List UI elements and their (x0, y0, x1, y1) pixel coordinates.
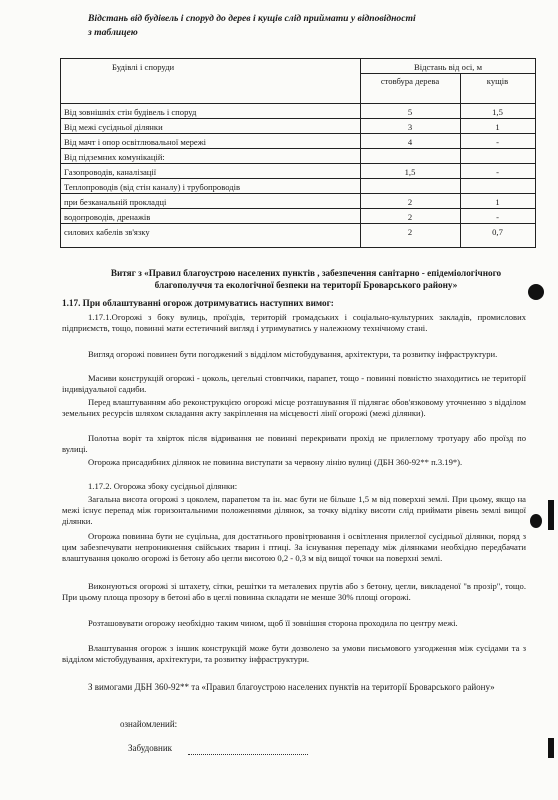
table-cell-shrubs: - (496, 212, 499, 222)
punch-hole-mark (528, 284, 544, 300)
table-subheader-shrubs: кущів (486, 76, 509, 86)
paragraph: Огорожа присадибних ділянок не повинна виступати за червону лінію вулиці (ДБН 360-92** п.3.19*). (88, 457, 463, 467)
scan-mark (548, 738, 554, 758)
table-header-distance: Відстань від осі, м (413, 62, 483, 72)
extract-heading-line-2: благополуччя та екологічної безпеки на території Броварського району» (154, 279, 458, 290)
signature-line (188, 754, 308, 755)
table-header-buildings: Будівлі і споруди (112, 62, 175, 72)
subsection-heading: 1.17.2. Огорожа збоку сусідньої ділянки: (88, 481, 238, 491)
table-cell-trees: 2 (407, 227, 413, 237)
extract-heading (86, 268, 526, 291)
table-border (60, 208, 536, 209)
extract-heading-line-1: Витяг з «Правил благоустрою населених пунктів , забезпечення санітарно - епідеміологічного (110, 268, 502, 278)
table-border (60, 58, 61, 248)
table-border (360, 73, 536, 74)
table-cell-shrubs: 1 (495, 122, 500, 132)
table-border (60, 163, 536, 164)
paragraph: 1.17.1.Огорожі з боку вулиць, проїздів, територій громадських і соціально-культурних закладів, промислових підприємств, тощо, повинні мати естетичний вигляд і утримуватись у належному технічному стані. (62, 312, 526, 334)
table-border (60, 133, 536, 134)
table-cell-shrubs: 1,5 (492, 107, 503, 117)
title-line-2: з таблицею (88, 27, 138, 38)
scan-mark (548, 500, 554, 530)
paragraph: Масиви конструкцій огорожі - цоколь, цегельні стовпчики, парапет, тощо - повинні повністю знаходитись не території індивідуальної садиби. (62, 373, 526, 395)
table-row-label: Теплопроводів (від стін каналу) і трубопроводів (64, 182, 241, 192)
table-border (60, 178, 536, 179)
requirements-statement: З вимогами ДБН 360-92** та «Правил благоустрою населених пунктів на території Броварського району» (88, 682, 495, 692)
table-cell-trees: 2 (407, 197, 413, 207)
table-row-label: Від межі сусідньої ділянки (64, 122, 163, 132)
page-title (88, 12, 508, 40)
table-cell-shrubs: 1 (495, 197, 500, 207)
table-row-label: Від зовнішніх стін будівель і споруд (64, 107, 197, 117)
table-row-label: Газопроводів, каналізації (64, 167, 157, 177)
table-border (60, 193, 536, 194)
table-cell-trees: 5 (407, 107, 413, 117)
table-row-label: силових кабелів зв'язку (64, 227, 150, 237)
punch-hole-mark (530, 514, 542, 528)
table-border-bottom (60, 247, 536, 248)
table-row-label: при безканальній прокладці (64, 197, 167, 207)
table-cell-shrubs: 0,7 (492, 227, 503, 237)
table-row-label: Від мачт і опор освітлювальної мережі (64, 137, 207, 147)
table-border (60, 148, 536, 149)
table-cell-shrubs: - (496, 167, 499, 177)
paragraph: Перед влаштуванням або реконструкцією огорожі місце розташування її підлягає обов'язковому уточненню з відділом земельних ресурсів шляхом складання акту закріплення на місцевості лінії огорожі (межі ділянки). (62, 397, 526, 419)
acquainted-label: ознайомлений: (120, 719, 178, 729)
paragraph: Виконуються огорожі зі штахету, сітки, решітки та металевих прутів або з бетону, цегли, викладеної "в прозір", тощо. При цьому площа прозору в бетоні або в цеглі повинна складати не менше 30% площі огорожі. (62, 581, 526, 603)
table-border-top (60, 58, 536, 59)
paragraph: Полотна воріт та хвірток піcля відривання не повинні перекривати прохід не прилеглому тротуару або проїзд по вулиці. (62, 433, 526, 455)
table-subheader-trees: стовбура дерева (380, 76, 440, 86)
title-line-1: Відстань від будівель і споруд до дерев і кущів слід приймати у відповідності (88, 13, 416, 24)
table-row-label: Від підземних комунікацій: (64, 152, 165, 162)
table-border (60, 223, 536, 224)
paragraph: Вигляд огорожі повинен бути погоджений з відділом містобудування, архітектури, та розвитку інфраструктури. (88, 349, 498, 359)
table-cell-trees: 4 (407, 137, 413, 147)
section-heading: 1.17. При облаштуванні огорож дотримуватись наступних вимог: (62, 298, 334, 308)
paragraph: Огорожа повинна бути не суцільна, для достатнього провітрювання і освітлення прилеглої сусідньої ділянки, поряд з цим забезпечувати непроникнення свійських тварин і птиці. За існування перепаду між ділянками необхідно передбачати влаштування цоколю огорожі із бетону або цегли висотою 0,2 - 0,3 м від вищої точки на поверхні землі. (62, 531, 526, 564)
developer-label: Забудовник (128, 743, 173, 753)
table-cell-trees: 3 (407, 122, 413, 132)
paragraph: Загальна висота огорожі з цоколем, парапетом та ін. має бути не більше 1,5 м від поверхні землі. При цьому, якщо на межі існує перепад між горизонтальними положеннями ділянок, за точку відліку висоти слід приймати рівень землі вищої ділянки. (62, 494, 526, 527)
table-border (60, 118, 536, 119)
table-cell-trees: 2 (407, 212, 413, 222)
table-border (60, 103, 536, 104)
paragraph: Влаштування огорож з іншик конструкцій може бути дозволено за умови письмового узгодження між сусідами та з відділом містобудування, архітектури, та розвитку інфраструктури. (62, 643, 526, 665)
table-row-label: водопроводів, дренажів (64, 212, 151, 222)
table-cell-trees: 1,5 (404, 167, 416, 177)
paragraph: Розташовувати огорожу необхідно таким чином, щоб її зовнішня сторона проходила по центру межі. (88, 618, 458, 628)
table-border (535, 58, 536, 248)
table-cell-shrubs: - (496, 137, 499, 147)
